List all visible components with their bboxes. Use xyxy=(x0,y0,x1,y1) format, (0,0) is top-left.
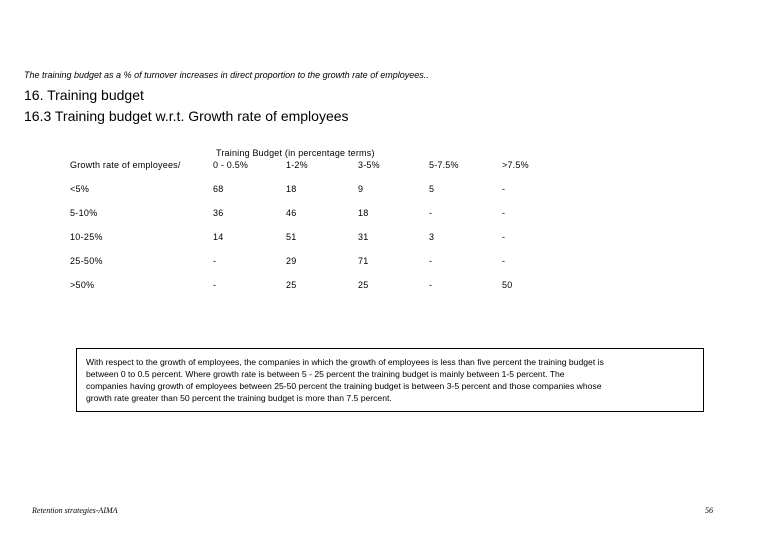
table-cell: 25 xyxy=(358,280,369,290)
note-line: With respect to the growth of employees, the companies in which the growth of employees is less than five percent the training budget is xyxy=(86,357,604,367)
footer-source: Retention strategies-AIMA xyxy=(32,506,118,515)
table-cell: - xyxy=(502,208,506,218)
column-header: 5-7.5% xyxy=(429,160,459,170)
page-number: 56 xyxy=(705,506,713,515)
table-cell: 29 xyxy=(286,256,297,266)
table-cell: - xyxy=(502,232,506,242)
table-cell: 68 xyxy=(213,184,224,194)
note-line: companies having growth of employees between 25-50 percent the training budget is between 3-5 percent and those companies whose xyxy=(86,381,602,391)
table-cell: 14 xyxy=(213,232,224,242)
row-label: >50% xyxy=(70,280,95,290)
table-cell: 36 xyxy=(213,208,224,218)
column-header: 3-5% xyxy=(358,160,380,170)
row-label: 25-50% xyxy=(70,256,103,266)
table-row-header: Growth rate of employees/ xyxy=(70,160,181,170)
table-cell: 50 xyxy=(502,280,513,290)
table-group-header: Training Budget (in percentage terms) xyxy=(216,148,375,158)
table-cell: - xyxy=(429,256,433,266)
table-cell: 51 xyxy=(286,232,297,242)
table-cell: - xyxy=(429,280,433,290)
section-subheading: 16.3 Training budget w.r.t. Growth rate of employees xyxy=(24,108,349,124)
section-heading: 16. Training budget xyxy=(24,87,144,103)
table-cell: 3 xyxy=(429,232,435,242)
table-cell: 31 xyxy=(358,232,369,242)
note-line: growth rate greater than 50 percent the training budget is more than 7.5 percent. xyxy=(86,393,392,403)
row-label: <5% xyxy=(70,184,90,194)
table-cell: - xyxy=(213,280,217,290)
column-header: 0 - 0.5% xyxy=(213,160,249,170)
table-cell: 18 xyxy=(358,208,369,218)
table-cell: 5 xyxy=(429,184,435,194)
table-cell: 25 xyxy=(286,280,297,290)
column-header: >7.5% xyxy=(502,160,529,170)
table-cell: - xyxy=(502,256,506,266)
row-label: 5-10% xyxy=(70,208,98,218)
table-cell: - xyxy=(502,184,506,194)
table-cell: 18 xyxy=(286,184,297,194)
note-line: between 0 to 0.5 percent. Where growth rate is between 5 - 25 percent the training budget is mainly between 1-5 percent. The xyxy=(86,369,565,379)
column-header: 1-2% xyxy=(286,160,308,170)
intro-text: The training budget as a % of turnover increases in direct proportion to the growth rate of employees.. xyxy=(24,70,429,80)
table-cell: 46 xyxy=(286,208,297,218)
row-label: 10-25% xyxy=(70,232,103,242)
table-cell: 9 xyxy=(358,184,364,194)
summary-note-box xyxy=(76,348,704,412)
table-cell: 71 xyxy=(358,256,369,266)
table-cell: - xyxy=(429,208,433,218)
table-cell: - xyxy=(213,256,217,266)
